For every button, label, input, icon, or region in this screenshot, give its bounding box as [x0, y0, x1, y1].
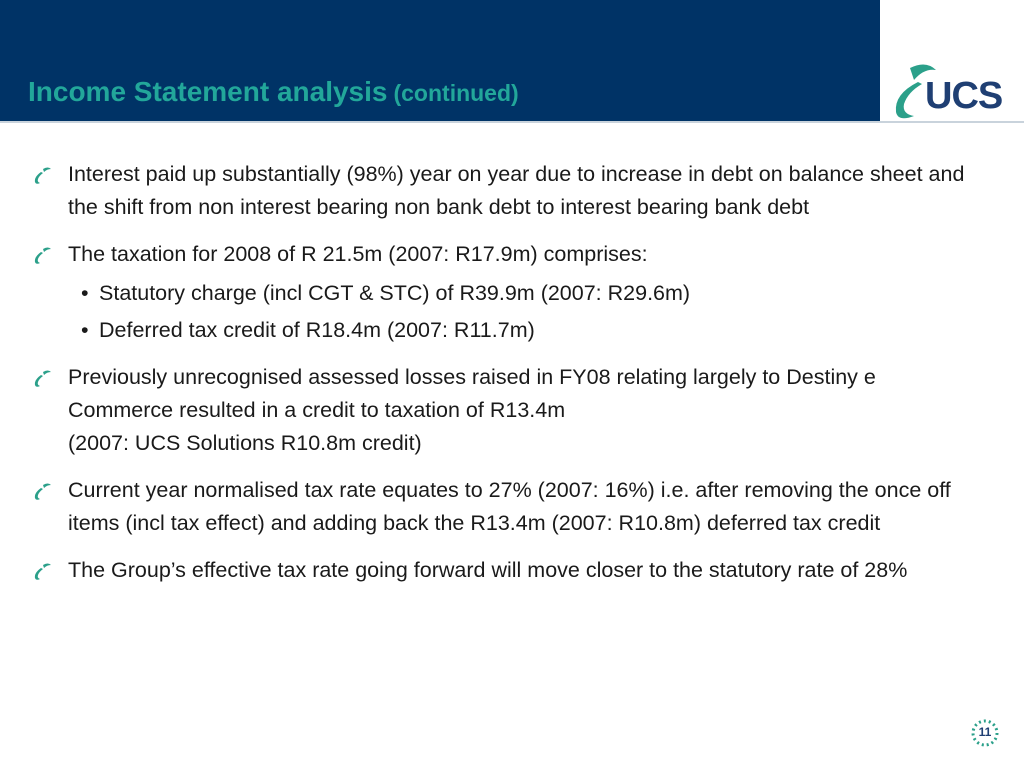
ucs-logo — [888, 60, 1008, 124]
sub-bullet-item — [32, 314, 992, 347]
bullet-list — [32, 158, 992, 601]
logo-text: UCS — [925, 75, 1003, 117]
header-divider — [0, 121, 1024, 123]
bullet-text: Previously unrecognised assessed losses raised in FY08 relating largely to Destiny e Commerce resulted in a credit to taxation of R13.4m — [68, 365, 876, 422]
bullet-text-continuation: (2007: UCS Solutions R10.8m credit) — [68, 431, 422, 455]
ucs-swoosh-bullet-icon — [32, 482, 54, 502]
title-suffix: (continued) — [393, 80, 519, 106]
ucs-swoosh-bullet-icon — [32, 562, 54, 582]
bullet-text: The taxation for 2008 of R 21.5m (2007: R17.9m) comprises: — [68, 242, 648, 266]
sub-bullet-text: Statutory charge (incl CGT & STC) of R39.9m (2007: R29.6m) — [99, 281, 691, 305]
sub-bullet-text: Deferred tax credit of R18.4m (2007: R11.7m) — [99, 318, 535, 342]
ucs-swoosh-bullet-icon — [32, 369, 54, 389]
title-main: Income Statement analysis — [28, 76, 388, 107]
bullet-text: Interest paid up substantially (98%) year on year due to increase in debt on balance sheet and the shift from non interest bearing non bank debt to interest bearing bank debt — [68, 162, 965, 219]
sub-bullet-dot: • — [81, 318, 89, 342]
page-title — [28, 76, 519, 108]
ucs-swoosh-bullet-icon — [32, 166, 54, 186]
page-number: 11 — [978, 725, 992, 739]
bullet-item — [32, 158, 992, 224]
bullet-item — [32, 238, 992, 271]
bullet-text: The Group’s effective tax rate going forward will move closer to the statutory rate of 28% — [68, 558, 908, 582]
page-number-badge — [970, 718, 1000, 748]
bullet-item — [32, 554, 992, 587]
bullet-item — [32, 474, 992, 540]
sub-bullet-item — [32, 277, 992, 310]
bullet-item — [32, 361, 992, 460]
bullet-text: Current year normalised tax rate equates to 27% (2007: 16%) i.e. after removing the once off items (incl tax effect) and adding back the R13.4m (2007: R10.8m) deferred tax credit — [68, 478, 951, 535]
sub-bullet-dot: • — [81, 281, 89, 305]
ucs-swoosh-bullet-icon — [32, 246, 54, 266]
